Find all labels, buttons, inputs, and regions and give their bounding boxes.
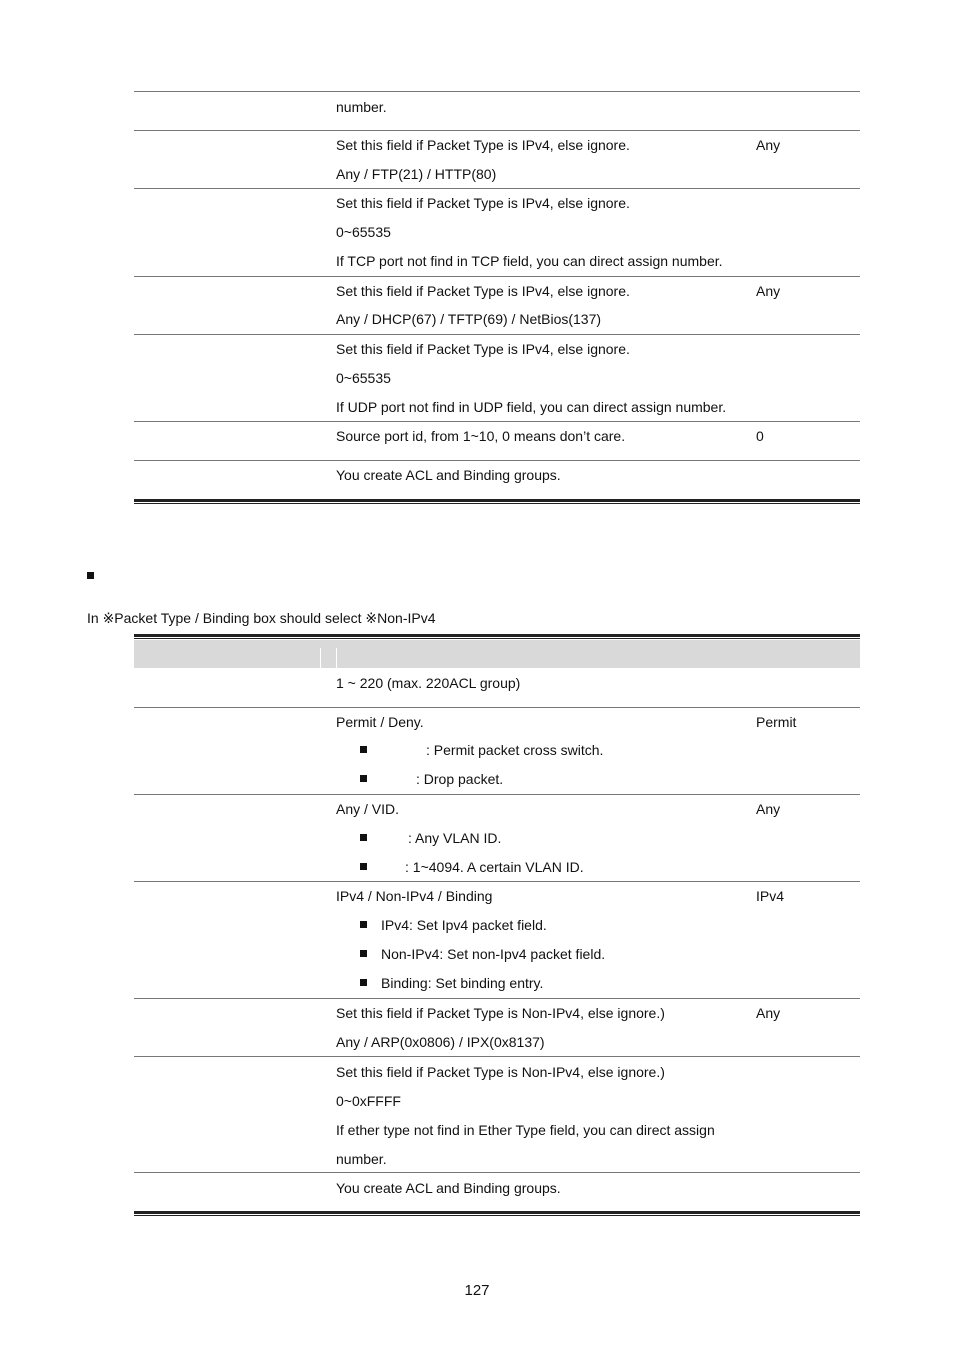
cell-description: Set this field if Packet Type is IPv4, else ignore. bbox=[336, 283, 630, 299]
cell-default: IPv4 bbox=[756, 888, 785, 904]
list-item: Non-IPv4: Set non-Ipv4 packet field. bbox=[360, 946, 367, 962]
cell-description: IPv4 / Non-IPv4 / Binding bbox=[336, 888, 493, 904]
table-row bbox=[134, 130, 860, 188]
cell-description: number. bbox=[336, 1151, 387, 1167]
bullet-icon bbox=[360, 950, 367, 957]
bullet-icon bbox=[360, 746, 367, 753]
table-row bbox=[134, 188, 860, 276]
table-row bbox=[134, 276, 860, 334]
cell-description: Set this field if Packet Type is IPv4, else ignore. bbox=[336, 195, 630, 211]
cell-description: number. bbox=[336, 99, 387, 115]
cell-description: If UDP port not find in UDP field, you can direct assign number. bbox=[336, 399, 727, 415]
cell-description: Set this field if Packet Type is IPv4, else ignore. bbox=[336, 137, 630, 153]
cell-description: 0~65535 bbox=[336, 370, 391, 386]
cell-description: 0~65535 bbox=[336, 224, 391, 240]
cell-description: Any / ARP(0x0806) / IPX(0x8137) bbox=[336, 1034, 545, 1050]
list-item: : Drop packet. bbox=[360, 771, 367, 787]
table-row bbox=[134, 707, 860, 794]
section-bullet-icon bbox=[87, 572, 94, 579]
table-row bbox=[134, 421, 860, 460]
table-row bbox=[134, 334, 860, 421]
cell-description: Any / DHCP(67) / TFTP(69) / NetBios(137) bbox=[336, 311, 602, 327]
cell-description: Any / FTP(21) / HTTP(80) bbox=[336, 166, 497, 182]
table-row bbox=[134, 460, 860, 499]
table-row bbox=[134, 998, 860, 1056]
table-row bbox=[134, 881, 860, 998]
cell-default: Any bbox=[756, 137, 781, 153]
bullet-icon bbox=[360, 834, 367, 841]
table-row bbox=[134, 668, 860, 707]
table-row bbox=[134, 794, 860, 881]
section-intro: In ※Packet Type / Binding box should select ※Non-IPv4 bbox=[87, 610, 436, 626]
table-bottom-rule bbox=[134, 1211, 860, 1216]
cell-description: Set this field if Packet Type is IPv4, else ignore. bbox=[336, 341, 630, 357]
table-top-rule bbox=[134, 634, 860, 639]
bullet-icon bbox=[360, 921, 367, 928]
page-number: 127 bbox=[464, 1282, 490, 1299]
header-divider bbox=[320, 648, 321, 668]
list-item: : Permit packet cross switch. bbox=[360, 742, 367, 758]
bullet-icon bbox=[360, 979, 367, 986]
cell-default: Any bbox=[756, 283, 781, 299]
table-non-ipv4-fields bbox=[134, 668, 860, 1211]
list-item: : Any VLAN ID. bbox=[360, 830, 367, 846]
table-header bbox=[134, 640, 860, 668]
cell-description: You create ACL and Binding groups. bbox=[336, 1180, 561, 1196]
cell-description: Permit / Deny. bbox=[336, 714, 424, 730]
cell-description: You create ACL and Binding groups. bbox=[336, 467, 561, 483]
cell-default: Any bbox=[756, 1005, 781, 1021]
cell-description: If TCP port not find in TCP field, you can direct assign number. bbox=[336, 253, 723, 269]
table-bottom-rule bbox=[134, 499, 860, 504]
cell-description: Set this field if Packet Type is Non-IPv4, else ignore.) bbox=[336, 1005, 665, 1021]
cell-description: 1 ~ 220 (max. 220ACL group) bbox=[336, 675, 521, 691]
cell-description: Any / VID. bbox=[336, 801, 400, 817]
table-row bbox=[134, 1056, 860, 1172]
table-row bbox=[134, 91, 860, 130]
list-item: : 1~4094. A certain VLAN ID. bbox=[360, 859, 367, 875]
cell-default: Permit bbox=[756, 714, 797, 730]
bullet-icon bbox=[360, 863, 367, 870]
list-item: IPv4: Set Ipv4 packet field. bbox=[360, 917, 367, 933]
cell-description: Set this field if Packet Type is Non-IPv4, else ignore.) bbox=[336, 1064, 665, 1080]
header-divider bbox=[336, 648, 337, 668]
table-ipv4-fields bbox=[134, 91, 860, 499]
cell-description: Source port id, from 1~10, 0 means don’t care. bbox=[336, 428, 626, 444]
cell-default: Any bbox=[756, 801, 781, 817]
list-item: Binding: Set binding entry. bbox=[360, 975, 367, 991]
bullet-icon bbox=[360, 775, 367, 782]
cell-default: 0 bbox=[756, 428, 764, 444]
cell-description: If ether type not find in Ether Type field, you can direct assign bbox=[336, 1122, 715, 1138]
table-row bbox=[134, 1172, 860, 1211]
cell-description: 0~0xFFFF bbox=[336, 1093, 401, 1109]
